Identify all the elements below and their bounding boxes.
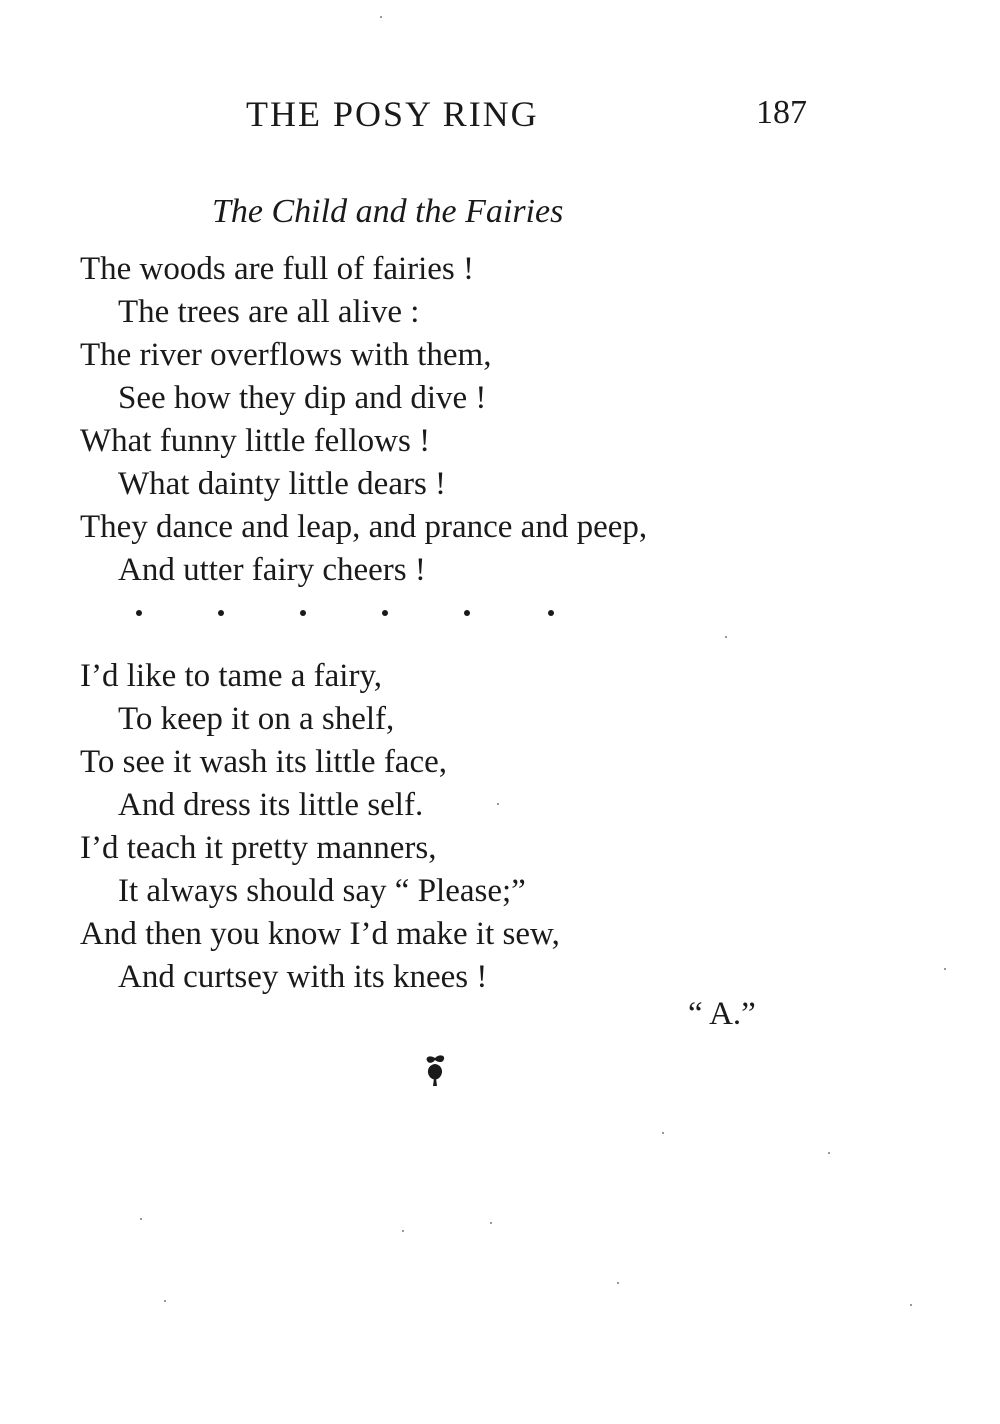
- poem-line: What funny little fellows !: [80, 423, 431, 459]
- stanza-2: [80, 655, 560, 999]
- poem-line: And utter fairy cheers !: [118, 552, 426, 588]
- running-title: THE POSY RING: [246, 94, 539, 134]
- poem-line: I’d teach it pretty manners,: [80, 830, 437, 866]
- speck: [497, 803, 499, 805]
- speck: [725, 636, 727, 638]
- speck: [402, 1230, 404, 1232]
- speck: [380, 16, 382, 18]
- dot: [382, 610, 388, 616]
- dot: [136, 610, 142, 616]
- speck: [490, 1222, 492, 1224]
- poem-title: The Child and the Fairies: [212, 193, 564, 230]
- speck: [944, 968, 946, 970]
- poem-line: They dance and leap, and prance and peep,: [80, 509, 648, 545]
- poem-line: And dress its little self.: [118, 787, 424, 823]
- poem-line: The river overflows with them,: [80, 337, 492, 373]
- attribution: “ A.”: [688, 996, 756, 1032]
- poem-line: The trees are all alive :: [118, 294, 420, 330]
- poem-line: To see it wash its little face,: [80, 744, 447, 780]
- poem-line: And then you know I’d make it sew,: [80, 916, 560, 952]
- poem-line: It always should say “ Please;”: [118, 873, 526, 909]
- page-number: 187: [756, 94, 807, 131]
- fleuron-icon: [420, 1052, 450, 1088]
- speck: [617, 1282, 619, 1284]
- speck: [140, 1218, 142, 1220]
- speck: [910, 1304, 912, 1306]
- stanza-1: [80, 248, 647, 592]
- poem-line: See how they dip and dive !: [118, 380, 487, 416]
- speck: [164, 1300, 166, 1302]
- dot: [218, 610, 224, 616]
- poem-line: I’d like to tame a fairy,: [80, 658, 383, 694]
- poem-line: What dainty little dears !: [118, 466, 447, 502]
- speck: [828, 1152, 830, 1154]
- stanza-break-dots: [120, 598, 580, 628]
- poem-line: And curtsey with its knees !: [118, 959, 488, 995]
- dot: [300, 610, 306, 616]
- poem-line: The woods are full of fairies !: [80, 251, 475, 287]
- speck: [662, 1132, 664, 1134]
- dot: [464, 610, 470, 616]
- dot: [548, 610, 554, 616]
- poem-line: To keep it on a shelf,: [118, 701, 395, 737]
